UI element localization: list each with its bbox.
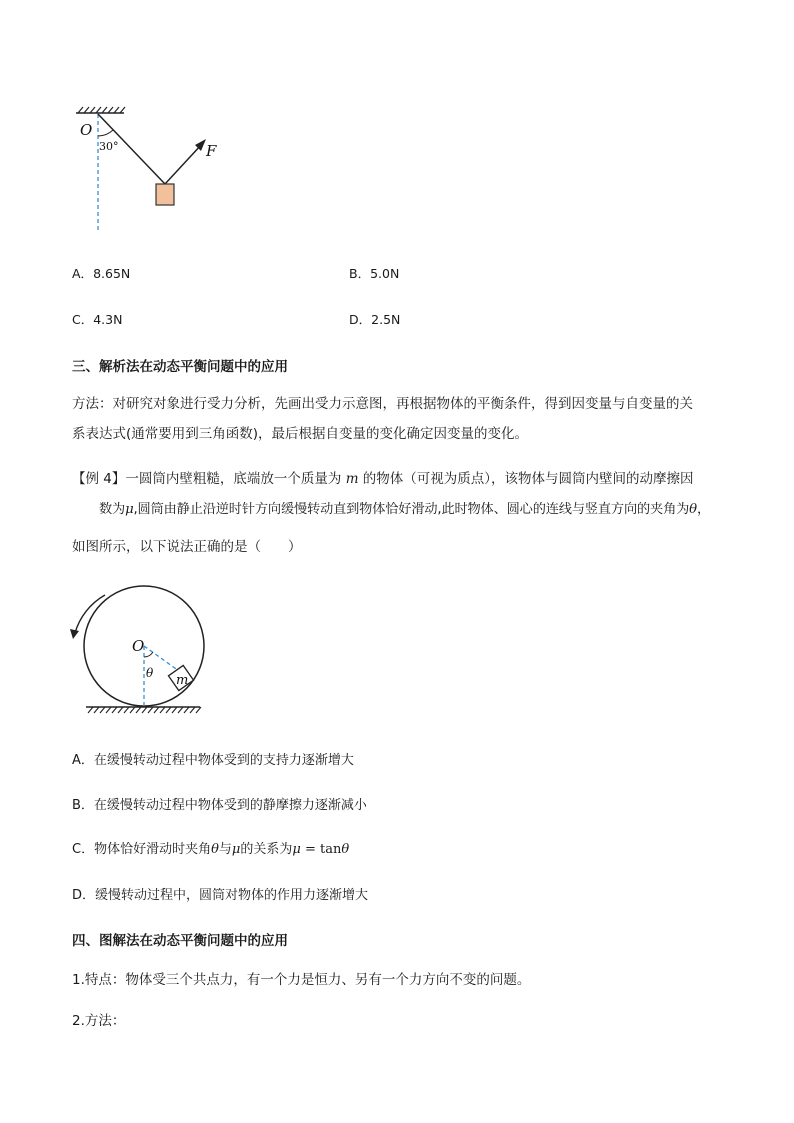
option-d[interactable] bbox=[349, 310, 400, 328]
example-4-option-a[interactable]: A．在缓慢转动过程中物体受到的支持力逐渐增大 bbox=[72, 753, 354, 768]
ceiling-hatch bbox=[78, 107, 125, 113]
section-3-method-line-2: 系表达式(通常要用到三角函数)，最后根据自变量的变化确定因变量的变化。 bbox=[72, 426, 529, 442]
option-d-letter: D． bbox=[349, 312, 372, 327]
label-m: m bbox=[176, 673, 189, 688]
example-4-text-2a: 数为 bbox=[99, 502, 126, 517]
example-4-text-1a: 一圆筒内壁粗糙，底端放一个质量为 bbox=[125, 471, 346, 487]
example-4-line-2 bbox=[99, 498, 710, 517]
figure-hanging-block bbox=[70, 100, 230, 235]
label-30-degree: 30° bbox=[99, 140, 119, 153]
option-c[interactable] bbox=[72, 310, 122, 328]
example-4-tag: 【例 4】 bbox=[72, 471, 126, 487]
section-4-point-2: 2.方法： bbox=[72, 1013, 126, 1029]
option-c-text-a: C．物体恰好滑动时夹角 bbox=[72, 842, 212, 857]
ground-hatch bbox=[88, 707, 201, 713]
option-c-theta: θ bbox=[211, 842, 219, 857]
example-4-text-1b: 的物体（可视为质点），该物体与圆筒内壁间的动摩擦因 bbox=[358, 471, 694, 487]
option-b-text: 5.0N bbox=[370, 266, 400, 281]
option-c-text-b: 与 bbox=[218, 842, 232, 857]
option-c-eq: = tan bbox=[300, 842, 342, 857]
option-c-eq-mu: μ bbox=[292, 842, 301, 857]
example-4-line-1 bbox=[72, 467, 694, 487]
section-4-point-1: 1.特点：物体受三个共点力，有一个力是恒力、另有一个力方向不变的问题。 bbox=[72, 972, 531, 988]
section-4-title: 四、图解法在动态平衡问题中的应用 bbox=[72, 933, 288, 949]
option-b[interactable] bbox=[349, 264, 399, 282]
label-F: F bbox=[206, 142, 217, 160]
rotation-arrowhead bbox=[70, 629, 79, 639]
option-c-mu: μ bbox=[231, 842, 241, 857]
figure-cylinder bbox=[62, 585, 212, 720]
option-c-letter: C． bbox=[72, 312, 94, 327]
symbol-mu: μ bbox=[125, 502, 134, 517]
label-theta: θ bbox=[146, 666, 154, 680]
option-a[interactable] bbox=[72, 264, 130, 282]
angle-arc bbox=[98, 130, 113, 136]
option-b-letter: B． bbox=[349, 266, 371, 281]
option-c-text: 4.3N bbox=[93, 312, 123, 327]
example-4-line-3: 如图所示，以下说法正确的是（ ） bbox=[72, 539, 302, 555]
example-4-option-c[interactable] bbox=[72, 838, 349, 857]
example-4-text-2b: ,圆筒由静止沿逆时针方向缓慢转动直到物体恰好滑动,此时物体、圆心的连线与竖直方向的夹角为 bbox=[133, 502, 690, 517]
theta-arc bbox=[144, 652, 153, 657]
example-4-option-b[interactable]: B．在缓慢转动过程中物体受到的静摩擦力逐渐减小 bbox=[72, 798, 367, 813]
option-a-text: 8.65N bbox=[93, 266, 131, 281]
symbol-m: m bbox=[345, 471, 359, 487]
force-arrow-F bbox=[165, 144, 202, 184]
section-3-title: 三、解析法在动态平衡问题中的应用 bbox=[72, 359, 288, 375]
label-O: O bbox=[132, 637, 145, 655]
example-4-option-d[interactable]: D．缓慢转动过程中，圆筒对物体的作用力逐渐增大 bbox=[72, 888, 369, 903]
option-c-eq-theta: θ bbox=[341, 842, 350, 857]
label-O: O bbox=[80, 121, 93, 139]
rotation-arrow bbox=[75, 595, 105, 633]
example-4-text-2c: ， bbox=[696, 502, 710, 517]
symbol-theta: θ bbox=[689, 502, 697, 517]
option-c-text-c: 的关系为 bbox=[240, 842, 293, 857]
section-3-method-line-1: 方法：对研究对象进行受力分析，先画出受力示意图，再根据物体的平衡条件，得到因变量与自变量的关 bbox=[72, 396, 693, 412]
block bbox=[156, 184, 174, 205]
option-a-letter: A． bbox=[72, 266, 94, 281]
option-d-text: 2.5N bbox=[371, 312, 401, 327]
